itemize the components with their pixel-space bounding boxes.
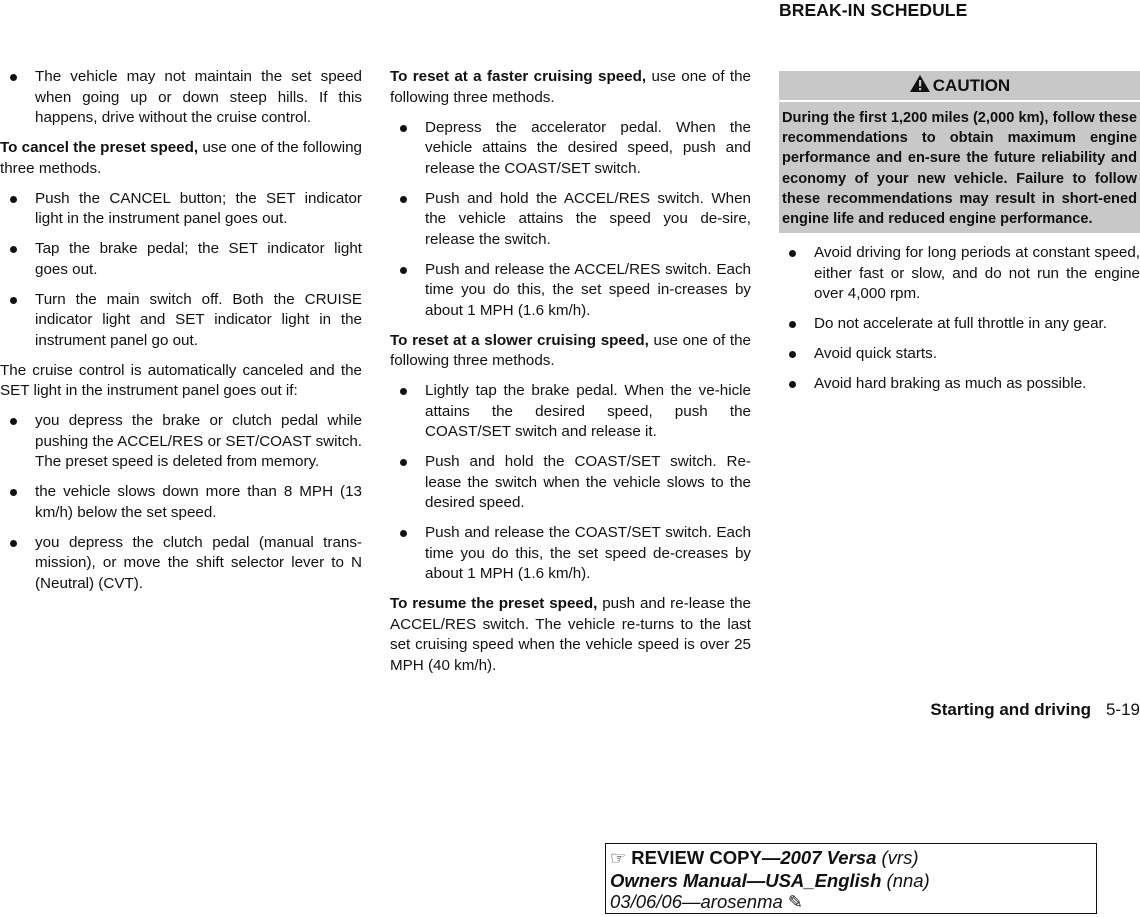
footer-section-title: Starting and driving — [930, 700, 1091, 719]
writing-hand-icon: ✎ — [787, 892, 804, 912]
list-item: Push and release the ACCEL/RES switch. Each time you do this, the set speed in-creases by about 1 MPH (1.6 km/h). — [390, 260, 751, 322]
bullet-icon — [10, 196, 17, 203]
caution-title: CAUTION — [932, 76, 1011, 95]
list-item: the vehicle slows down more than 8 MPH (13 km/h) below the set speed. — [0, 482, 362, 523]
list-item: Push and hold the ACCEL/RES switch. When the vehicle attains the speed you de-sire, release the switch. — [390, 189, 751, 251]
bullet-icon — [400, 530, 407, 537]
column-1 — [0, 67, 362, 604]
lead-slower: To reset at a slower cruising speed, — [390, 331, 649, 349]
bullet-list — [390, 381, 751, 585]
bullet-icon — [10, 540, 17, 547]
lead-faster: To reset at a faster cruising speed, — [390, 68, 647, 85]
review-copy-box — [605, 843, 1097, 914]
warning-icon — [909, 74, 931, 93]
paragraph-cancel: To cancel the preset speed, use one of the following three methods. — [0, 139, 362, 177]
list-item: you depress the clutch pedal (manual trans-mission), or move the shift selector lever to N (Neutral) (CVT). — [0, 533, 362, 595]
bullet-icon — [10, 297, 17, 304]
bullet-icon — [789, 321, 796, 328]
bullet-icon — [10, 74, 17, 81]
bullet-icon — [400, 267, 407, 274]
list-item: Do not accelerate at full throttle in any gear. — [779, 314, 1140, 335]
list-item: Tap the brake pedal; the SET indicator light goes out. — [0, 239, 362, 280]
bullet-icon — [400, 125, 407, 132]
lead-resume: To resume the preset speed, — [390, 595, 598, 612]
bullet-list — [0, 411, 362, 594]
bullet-icon — [789, 351, 796, 358]
review-line-2: Owners Manual—USA_English (nna) — [610, 869, 930, 891]
bullet-icon — [789, 250, 796, 257]
caution-text: During the first 1,200 miles (2,000 km), follow these recommendations to obtain maximum engine performance and en-sure the future reliability and economy of your new vehicle. Failure to follow these recommendations may result in short-ened engine life and reduced engine performance. — [779, 102, 1140, 233]
bullet-icon — [10, 246, 17, 253]
bullet-icon — [400, 196, 407, 203]
paragraph-faster: To reset at a faster cruising speed, use one of the following three methods. — [390, 68, 752, 106]
list-item: Push and release the COAST/SET switch. Each time you do this, the set speed de-creases by about 1 MPH (1.6 km/h). — [390, 523, 751, 585]
lead-cancel: To cancel the preset speed, — [0, 139, 199, 156]
page-footer — [880, 699, 1140, 721]
list-item: Depress the accelerator pedal. When the vehicle attains the desired speed, push and release the COAST/SET switch. — [390, 118, 751, 180]
bullet-list — [779, 243, 1140, 395]
list-item: Turn the main switch off. Both the CRUISE indicator light and SET indicator light in the instrument panel go out. — [0, 290, 362, 352]
list-item: Push and hold the COAST/SET switch. Re-lease the switch when the vehicle slows to the desired speed. — [390, 452, 751, 514]
column-2 — [390, 67, 751, 686]
list-item: Avoid quick starts. — [779, 344, 1140, 365]
caution-header — [779, 71, 1140, 100]
bullet-list — [0, 189, 362, 352]
list-item: The vehicle may not maintain the set speed when going up or down steep hills. If this happens, drive without the cruise control. — [0, 67, 362, 129]
caution-box — [779, 71, 1140, 233]
paragraph-auto-cancel: The cruise control is automatically canceled and the SET light in the instrument panel goes out if: — [0, 361, 362, 399]
review-line-1: ☞ REVIEW COPY—2007 Versa (vrs) — [610, 847, 919, 868]
bullet-list — [390, 118, 751, 322]
list-item: you depress the brake or clutch pedal while pushing the ACCEL/RES or SET/COAST switch. The preset speed is deleted from memory. — [0, 411, 362, 473]
list-item: Avoid hard braking as much as possible. — [779, 374, 1140, 395]
column-3 — [779, 71, 1140, 404]
bullet-list — [0, 67, 362, 129]
page-number: 5-19 — [1105, 700, 1140, 719]
paragraph-slower: To reset at a slower cruising speed, use one of the following three methods. — [390, 331, 751, 369]
section-header: BREAK-IN SCHEDULE — [779, 0, 968, 20]
bullet-icon — [10, 489, 17, 496]
bullet-icon — [400, 388, 407, 395]
bullet-icon — [789, 381, 796, 388]
paragraph-resume: To resume the preset speed, push and re-lease the ACCEL/RES switch. The vehicle re-turns to the last set cruising speed when the vehicle speed is over 25 MPH (40 km/h). — [390, 595, 751, 674]
list-item: Lightly tap the brake pedal. When the ve-hicle attains the desired speed, push the COAST/SET switch and release it. — [390, 381, 751, 443]
bullet-icon — [400, 459, 407, 466]
review-line-3: 03/06/06—arosenma ✎ — [610, 891, 804, 912]
bullet-icon — [10, 418, 17, 425]
pointing-hand-icon: ☞ — [610, 848, 627, 868]
list-item: Push the CANCEL button; the SET indicator light in the instrument panel goes out. — [0, 189, 362, 230]
list-item: Avoid driving for long periods at constant speed, either fast or slow, and do not run the engine over 4,000 rpm. — [779, 243, 1140, 305]
